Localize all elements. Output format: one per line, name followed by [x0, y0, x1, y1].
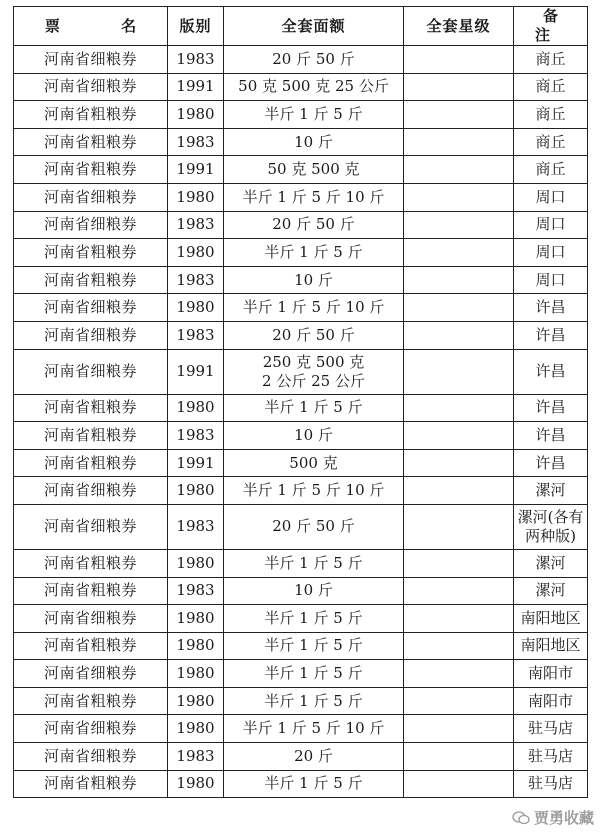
cell-edition: 1980: [168, 605, 224, 633]
table-row: [14, 394, 588, 422]
cell-star-rating: [404, 660, 514, 688]
cell-denominations: [224, 660, 404, 688]
cell-edition: 1980: [168, 239, 224, 267]
cell-denominations-line: 半斤 1 斤 5 斤 10 斤: [242, 187, 385, 206]
cell-denominations-line: 半斤 1 斤 5 斤 10 斤: [242, 719, 385, 738]
cell-remarks: [514, 632, 588, 660]
cell-star-rating: [404, 156, 514, 184]
cell-denominations: [224, 73, 404, 101]
cell-edition: 1983: [168, 46, 224, 74]
cell-star-rating: [404, 239, 514, 267]
cell-remarks-line: 南阳市: [527, 691, 573, 710]
table-row: [14, 73, 588, 101]
watermark-text: 贾勇收藏: [533, 809, 594, 827]
cell-coupon-name: 河南省粗粮券: [14, 156, 168, 184]
cell-remarks-line: 南阳地区: [520, 636, 581, 655]
table-row: [14, 156, 588, 184]
header-remarks: 备 注: [514, 7, 588, 46]
cell-denominations-line: 10 斤: [294, 132, 333, 151]
cell-remarks: [514, 128, 588, 156]
cell-edition: 1980: [168, 687, 224, 715]
cell-coupon-name: 河南省细粮券: [14, 660, 168, 688]
cell-denominations: [224, 183, 404, 211]
cell-edition: 1983: [168, 211, 224, 239]
cell-denominations-line: 半斤 1 斤 5 斤: [264, 774, 363, 793]
table-row: [14, 605, 588, 633]
table-row: [14, 239, 588, 267]
cell-denominations: [224, 743, 404, 771]
cell-remarks-line: 商丘: [535, 132, 566, 151]
cell-edition: 1983: [168, 577, 224, 605]
watermark: [512, 807, 594, 828]
cell-remarks: [514, 101, 588, 129]
cell-coupon-name: 河南省细粮券: [14, 183, 168, 211]
cell-denominations: [224, 477, 404, 505]
table-row: [14, 449, 588, 477]
cell-star-rating: [404, 549, 514, 577]
cell-remarks-line: 商丘: [535, 77, 566, 96]
cell-remarks-line: 漯河: [535, 481, 566, 500]
cell-denominations-line: 半斤 1 斤 5 斤 10 斤: [242, 481, 385, 500]
cell-denominations: [224, 128, 404, 156]
table-row: [14, 687, 588, 715]
cell-remarks-line: 漯河: [535, 581, 566, 600]
cell-edition: 1980: [168, 394, 224, 422]
cell-denominations: [224, 449, 404, 477]
table-row: [14, 422, 588, 450]
cell-remarks: [514, 660, 588, 688]
cell-denominations-line: 半斤 1 斤 5 斤 10 斤: [242, 298, 385, 317]
cell-remarks-line: 许昌: [535, 325, 566, 344]
cell-remarks: [514, 211, 588, 239]
cell-denominations-line: 50 克 500 克 25 公斤: [238, 77, 389, 96]
cell-coupon-name: 河南省细粮券: [14, 605, 168, 633]
cell-denominations-line: 20 斤 50 斤: [272, 325, 355, 344]
cell-coupon-name: 河南省粗粮券: [14, 422, 168, 450]
cell-remarks: [514, 156, 588, 184]
table-row: [14, 211, 588, 239]
wechat-icon: [512, 811, 530, 825]
table-row: [14, 477, 588, 505]
cell-remarks: [514, 394, 588, 422]
cell-denominations-line: 半斤 1 斤 5 斤: [264, 664, 363, 683]
cell-denominations: [224, 577, 404, 605]
cell-denominations: [224, 294, 404, 322]
cell-denominations: [224, 349, 404, 394]
cell-denominations: [224, 211, 404, 239]
cell-denominations: [224, 266, 404, 294]
cell-denominations: [224, 770, 404, 798]
table-row: [14, 294, 588, 322]
cell-remarks-line: 许昌: [535, 398, 566, 417]
cell-edition: 1983: [168, 743, 224, 771]
cell-denominations: [224, 156, 404, 184]
cell-star-rating: [404, 101, 514, 129]
cell-edition: 1983: [168, 321, 224, 349]
cell-coupon-name: 河南省粗粮券: [14, 687, 168, 715]
cell-remarks: [514, 294, 588, 322]
cell-denominations: [224, 101, 404, 129]
cell-coupon-name: 河南省粗粮券: [14, 449, 168, 477]
cell-edition: 1980: [168, 294, 224, 322]
cell-denominations-line: 20 斤 50 斤: [272, 49, 355, 68]
cell-edition: 1980: [168, 183, 224, 211]
cell-edition: 1980: [168, 632, 224, 660]
cell-remarks: [514, 422, 588, 450]
cell-star-rating: [404, 477, 514, 505]
cell-remarks: [514, 605, 588, 633]
header-row: [14, 7, 588, 46]
cell-remarks: [514, 743, 588, 771]
cell-star-rating: [404, 715, 514, 743]
cell-coupon-name: 河南省细粮券: [14, 349, 168, 394]
cell-coupon-name: 河南省细粮券: [14, 477, 168, 505]
cell-remarks: [514, 687, 588, 715]
cell-coupon-name: 河南省细粮券: [14, 73, 168, 101]
cell-star-rating: [404, 770, 514, 798]
header-denominations: 全套面额: [224, 7, 404, 46]
cell-star-rating: [404, 183, 514, 211]
cell-remarks-line: 周口: [535, 215, 566, 234]
cell-star-rating: [404, 504, 514, 549]
cell-remarks-line: 漯河(各有: [517, 507, 584, 526]
cell-remarks: [514, 321, 588, 349]
cell-edition: 1980: [168, 770, 224, 798]
table-row: [14, 46, 588, 74]
cell-denominations: [224, 394, 404, 422]
cell-star-rating: [404, 266, 514, 294]
cell-edition: 1983: [168, 128, 224, 156]
cell-star-rating: [404, 449, 514, 477]
document-page: [13, 6, 587, 798]
cell-denominations: [224, 422, 404, 450]
cell-remarks: [514, 549, 588, 577]
cell-remarks: [514, 266, 588, 294]
cell-denominations-line: 半斤 1 斤 5 斤: [264, 553, 363, 572]
cell-coupon-name: 河南省细粮券: [14, 715, 168, 743]
cell-denominations: [224, 632, 404, 660]
header-coupon-name: 票 名: [14, 7, 168, 46]
cell-denominations-line: 半斤 1 斤 5 斤: [264, 636, 363, 655]
cell-coupon-name: 河南省细粮券: [14, 294, 168, 322]
cell-remarks: [514, 73, 588, 101]
cell-edition: 1980: [168, 715, 224, 743]
cell-star-rating: [404, 743, 514, 771]
cell-remarks-line: 漯河: [535, 553, 566, 572]
table-row: [14, 504, 588, 549]
cell-edition: 1991: [168, 449, 224, 477]
table-row: [14, 128, 588, 156]
cell-coupon-name: 河南省细粮券: [14, 211, 168, 239]
table-row: [14, 632, 588, 660]
table-body: [14, 46, 588, 798]
cell-remarks-line: 南阳地区: [520, 608, 581, 627]
cell-denominations-line: 半斤 1 斤 5 斤: [264, 104, 363, 123]
cell-star-rating: [404, 73, 514, 101]
cell-remarks-line: 许昌: [535, 362, 566, 381]
cell-remarks: [514, 504, 588, 549]
cell-denominations-line: 10 斤: [294, 581, 333, 600]
cell-edition: 1980: [168, 477, 224, 505]
cell-denominations: [224, 715, 404, 743]
cell-remarks: [514, 46, 588, 74]
cell-remarks: [514, 183, 588, 211]
cell-coupon-name: 河南省粗粮券: [14, 632, 168, 660]
cell-star-rating: [404, 211, 514, 239]
header-star-rating: 全套星级: [404, 7, 514, 46]
cell-denominations-line: 20 斤 50 斤: [272, 215, 355, 234]
header-edition: 版别: [168, 7, 224, 46]
cell-star-rating: [404, 577, 514, 605]
table-row: [14, 101, 588, 129]
cell-remarks-line: 许昌: [535, 453, 566, 472]
cell-edition: 1983: [168, 422, 224, 450]
cell-coupon-name: 河南省细粮券: [14, 743, 168, 771]
cell-denominations-line: 半斤 1 斤 5 斤: [264, 608, 363, 627]
cell-denominations: [224, 605, 404, 633]
cell-denominations-line: 50 克 500 克: [267, 160, 360, 179]
cell-denominations-line: 半斤 1 斤 5 斤: [264, 398, 363, 417]
cell-remarks-line: 驻马店: [527, 746, 573, 765]
grain-coupon-table: [13, 6, 588, 798]
cell-remarks-line: 周口: [535, 187, 566, 206]
cell-denominations: [224, 239, 404, 267]
cell-denominations-line: 500 克: [289, 453, 338, 472]
cell-edition: 1991: [168, 349, 224, 394]
table-row: [14, 715, 588, 743]
cell-denominations-line: 20 斤 50 斤: [272, 517, 355, 536]
cell-remarks: [514, 449, 588, 477]
cell-coupon-name: 河南省粗粮券: [14, 239, 168, 267]
cell-coupon-name: 河南省细粮券: [14, 504, 168, 549]
cell-star-rating: [404, 128, 514, 156]
table-row: [14, 321, 588, 349]
cell-star-rating: [404, 632, 514, 660]
cell-denominations-line: 250 克 500 克: [262, 352, 365, 371]
cell-remarks-line: 商丘: [535, 160, 566, 179]
table-row: [14, 660, 588, 688]
cell-remarks-line: 周口: [535, 242, 566, 261]
cell-denominations-line: 半斤 1 斤 5 斤: [264, 242, 363, 261]
cell-edition: 1980: [168, 660, 224, 688]
table-row: [14, 349, 588, 394]
cell-coupon-name: 河南省细粮券: [14, 46, 168, 74]
cell-edition: 1983: [168, 266, 224, 294]
cell-star-rating: [404, 687, 514, 715]
cell-remarks-line: 周口: [535, 270, 566, 289]
cell-remarks: [514, 715, 588, 743]
cell-denominations: [224, 46, 404, 74]
cell-remarks: [514, 770, 588, 798]
cell-denominations: [224, 504, 404, 549]
cell-edition: 1980: [168, 549, 224, 577]
cell-denominations-line: 半斤 1 斤 5 斤: [264, 691, 363, 710]
cell-star-rating: [404, 46, 514, 74]
cell-remarks-line: 两种版): [525, 526, 576, 545]
cell-coupon-name: 河南省粗粮券: [14, 577, 168, 605]
cell-remarks-line: 许昌: [535, 298, 566, 317]
cell-star-rating: [404, 422, 514, 450]
cell-edition: 1991: [168, 156, 224, 184]
cell-star-rating: [404, 349, 514, 394]
cell-edition: 1991: [168, 73, 224, 101]
table-row: [14, 577, 588, 605]
cell-coupon-name: 河南省粗粮券: [14, 770, 168, 798]
cell-remarks: [514, 239, 588, 267]
cell-remarks: [514, 477, 588, 505]
cell-coupon-name: 河南省粗粮券: [14, 101, 168, 129]
cell-remarks: [514, 577, 588, 605]
cell-denominations-line: 2 公斤 25 公斤: [262, 371, 365, 390]
cell-denominations: [224, 321, 404, 349]
cell-remarks-line: 驻马店: [527, 719, 573, 738]
cell-edition: 1980: [168, 101, 224, 129]
cell-denominations: [224, 687, 404, 715]
cell-star-rating: [404, 321, 514, 349]
cell-remarks-line: 南阳市: [527, 664, 573, 683]
table-row: [14, 743, 588, 771]
cell-remarks-line: 许昌: [535, 425, 566, 444]
cell-coupon-name: 河南省粗粮券: [14, 549, 168, 577]
cell-remarks-line: 驻马店: [527, 774, 573, 793]
cell-remarks: [514, 349, 588, 394]
cell-star-rating: [404, 605, 514, 633]
cell-edition: 1983: [168, 504, 224, 549]
cell-denominations: [224, 549, 404, 577]
cell-star-rating: [404, 394, 514, 422]
cell-remarks-line: 商丘: [535, 49, 566, 68]
cell-denominations-line: 10 斤: [294, 270, 333, 289]
cell-denominations-line: 20 斤: [294, 746, 333, 765]
cell-coupon-name: 河南省粗粮券: [14, 128, 168, 156]
table-row: [14, 266, 588, 294]
table-row: [14, 183, 588, 211]
table-row: [14, 770, 588, 798]
cell-coupon-name: 河南省粗粮券: [14, 394, 168, 422]
cell-denominations-line: 10 斤: [294, 425, 333, 444]
table-row: [14, 549, 588, 577]
cell-coupon-name: 河南省细粮券: [14, 321, 168, 349]
cell-star-rating: [404, 294, 514, 322]
cell-remarks-line: 商丘: [535, 104, 566, 123]
cell-coupon-name: 河南省粗粮券: [14, 266, 168, 294]
